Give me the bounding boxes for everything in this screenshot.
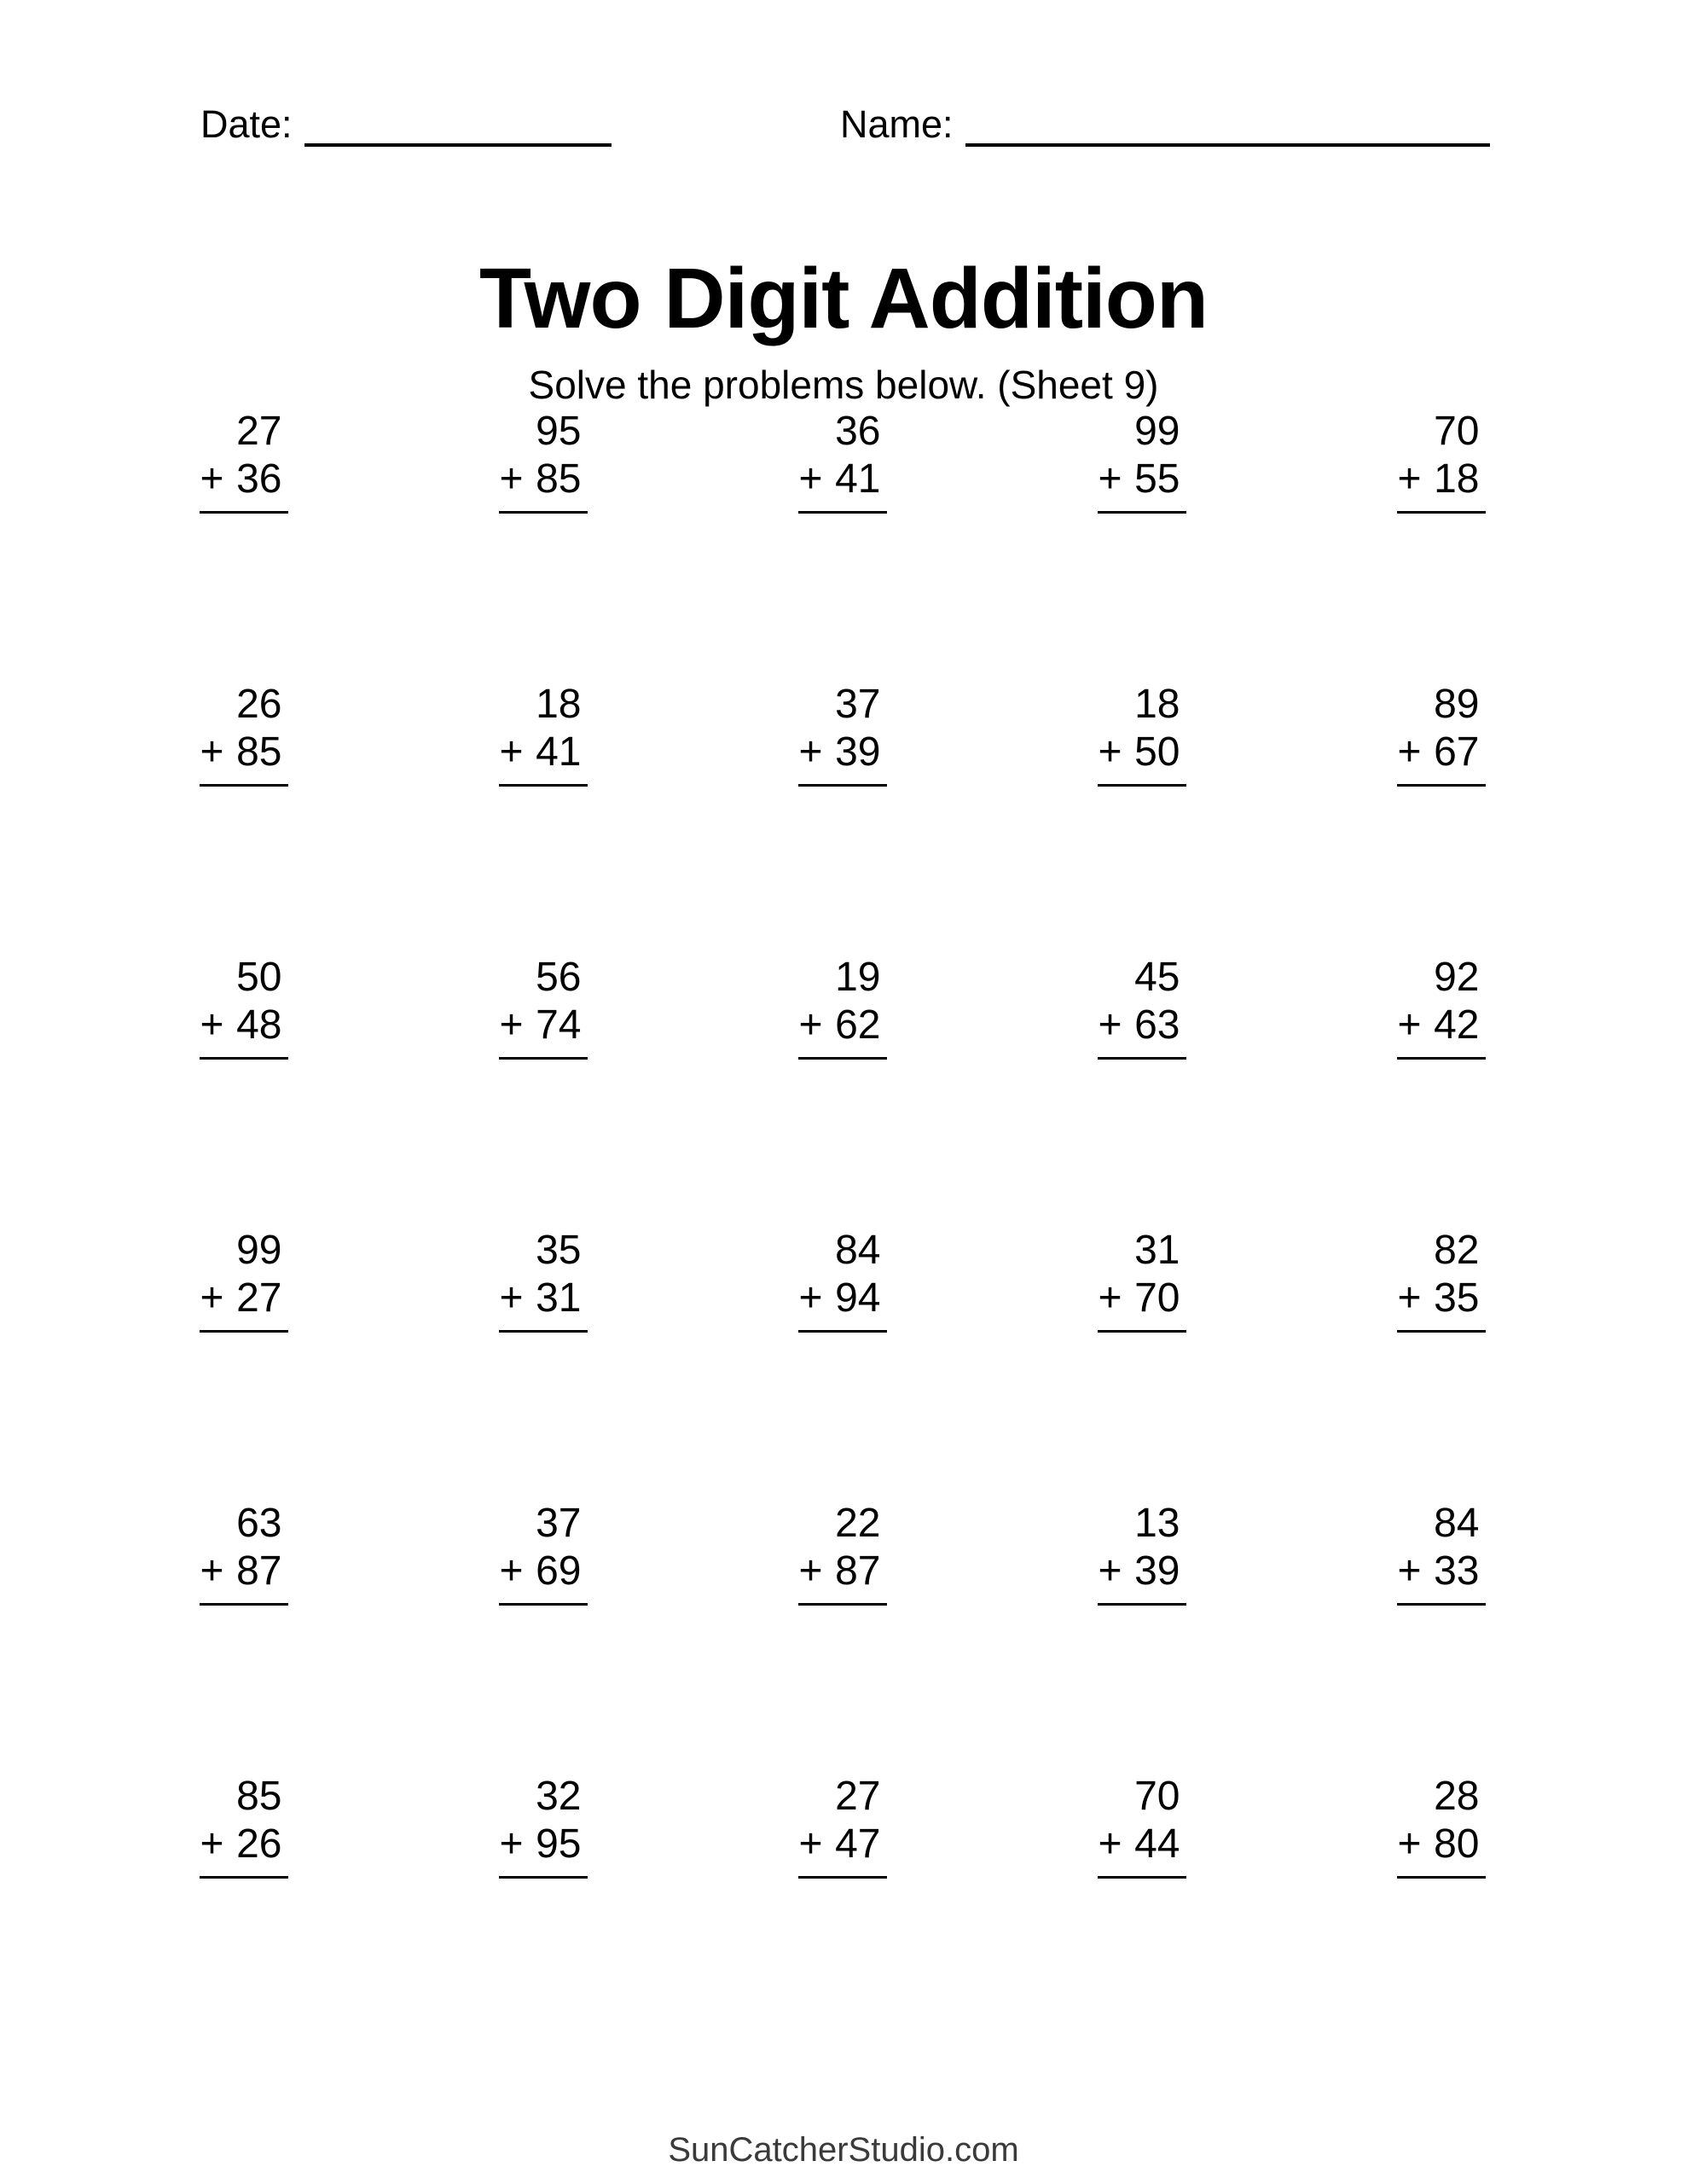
bottom-addend: 70 [1134, 1275, 1180, 1321]
problem-bottom-row [799, 1002, 881, 1049]
bottom-addend: 69 [536, 1548, 582, 1594]
plus-operator: + [1098, 1002, 1122, 1048]
plus-operator: + [499, 729, 524, 775]
problem-bottom-row [799, 1548, 881, 1595]
plus-operator: + [499, 1821, 524, 1867]
bottom-addend: 42 [1434, 1002, 1480, 1048]
page-title: Two Digit Addition [479, 251, 1208, 346]
name-blank-line [965, 104, 1490, 147]
top-addend: 99 [1134, 409, 1180, 454]
top-addend: 85 [236, 1774, 282, 1819]
problem-bottom-row [799, 1821, 881, 1868]
plus-operator: + [1098, 1548, 1122, 1594]
top-addend: 31 [1134, 1228, 1180, 1273]
name-field [840, 102, 1490, 147]
bottom-addend: 85 [536, 456, 582, 502]
plus-operator: + [200, 456, 224, 502]
addition-problem [1098, 681, 1186, 787]
plus-operator: + [200, 1002, 224, 1048]
plus-operator: + [1098, 729, 1122, 775]
addition-problem [499, 1227, 588, 1333]
problem-bottom-row [1398, 1548, 1480, 1595]
problem-bottom-row [200, 1275, 282, 1322]
top-addend: 37 [835, 682, 881, 727]
top-addend: 13 [1134, 1501, 1180, 1546]
bottom-addend: 31 [536, 1275, 582, 1321]
top-addend: 26 [236, 682, 282, 727]
top-addend: 82 [1434, 1228, 1480, 1273]
plus-operator: + [499, 1548, 524, 1594]
addition-problem [1098, 1773, 1186, 1879]
addition-problem [200, 408, 288, 514]
plus-operator: + [1098, 456, 1122, 502]
top-addend: 50 [236, 955, 282, 1000]
addition-problem [200, 1227, 288, 1333]
addition-problem [798, 1227, 887, 1333]
addition-problem [200, 1773, 288, 1879]
addition-problem [1397, 1773, 1486, 1879]
addition-problem [1397, 408, 1486, 514]
plus-operator: + [200, 1548, 224, 1594]
date-blank-line [304, 104, 612, 147]
problem-bottom-row [1099, 1002, 1180, 1049]
bottom-addend: 39 [835, 729, 881, 775]
page-subtitle: Solve the problems below. (Sheet 9) [528, 363, 1159, 407]
plus-operator: + [798, 729, 823, 775]
top-addend: 36 [835, 409, 881, 454]
top-addend: 70 [1134, 1774, 1180, 1819]
bottom-addend: 87 [236, 1548, 282, 1594]
problem-bottom-row [200, 1548, 282, 1595]
plus-operator: + [1397, 729, 1422, 775]
plus-operator: + [798, 1002, 823, 1048]
top-addend: 99 [236, 1228, 282, 1273]
problem-bottom-row [200, 729, 282, 776]
problem-bottom-row [1099, 1821, 1180, 1868]
bottom-addend: 80 [1434, 1821, 1480, 1867]
addition-problem [1098, 1227, 1186, 1333]
addition-problem [200, 1500, 288, 1606]
problem-bottom-row [799, 729, 881, 776]
top-addend: 28 [1434, 1774, 1480, 1819]
bottom-addend: 41 [835, 456, 881, 502]
addition-problem [798, 408, 887, 514]
plus-operator: + [1397, 1548, 1422, 1594]
plus-operator: + [200, 1821, 224, 1867]
problem-bottom-row [1099, 1275, 1180, 1322]
top-addend: 89 [1434, 682, 1480, 727]
addition-problem [499, 1500, 588, 1606]
problem-bottom-row [200, 456, 282, 503]
addition-problem [499, 1773, 588, 1879]
addition-problem [798, 681, 887, 787]
top-addend: 27 [835, 1774, 881, 1819]
problem-bottom-row [200, 1821, 282, 1868]
addition-problem [1397, 681, 1486, 787]
problem-bottom-row [500, 456, 582, 503]
plus-operator: + [798, 1548, 823, 1594]
bottom-addend: 36 [236, 456, 282, 502]
addition-problem [1098, 408, 1186, 514]
top-addend: 95 [536, 409, 582, 454]
addition-problem [1397, 954, 1486, 1060]
bottom-addend: 41 [536, 729, 582, 775]
problem-bottom-row [1398, 1275, 1480, 1322]
problem-bottom-row [1099, 456, 1180, 503]
top-addend: 19 [835, 955, 881, 1000]
bottom-addend: 18 [1434, 456, 1480, 502]
problem-bottom-row [500, 729, 582, 776]
plus-operator: + [499, 1275, 524, 1321]
addition-problem [499, 681, 588, 787]
date-field [200, 102, 612, 147]
plus-operator: + [499, 1002, 524, 1048]
addition-problem [1098, 1500, 1186, 1606]
bottom-addend: 95 [536, 1821, 582, 1867]
addition-problem [200, 954, 288, 1060]
top-addend: 70 [1434, 409, 1480, 454]
bottom-addend: 55 [1134, 456, 1180, 502]
addition-problem [798, 1500, 887, 1606]
plus-operator: + [200, 1275, 224, 1321]
addition-problem [200, 681, 288, 787]
problems-grid [94, 408, 1591, 2046]
bottom-addend: 63 [1134, 1002, 1180, 1048]
top-addend: 63 [236, 1501, 282, 1546]
addition-problem [499, 954, 588, 1060]
addition-problem [1397, 1227, 1486, 1333]
problem-bottom-row [500, 1002, 582, 1049]
bottom-addend: 26 [236, 1821, 282, 1867]
top-addend: 32 [536, 1774, 582, 1819]
problem-bottom-row [1398, 1002, 1480, 1049]
top-addend: 84 [1434, 1501, 1480, 1546]
problem-bottom-row [1398, 456, 1480, 503]
top-addend: 22 [835, 1501, 881, 1546]
top-addend: 35 [536, 1228, 582, 1273]
top-addend: 92 [1434, 955, 1480, 1000]
addition-problem [1397, 1500, 1486, 1606]
problem-bottom-row [1398, 1821, 1480, 1868]
plus-operator: + [499, 456, 524, 502]
problem-bottom-row [1099, 1548, 1180, 1595]
top-addend: 27 [236, 409, 282, 454]
bottom-addend: 35 [1434, 1275, 1480, 1321]
name-label: Name: [840, 102, 954, 146]
bottom-addend: 94 [835, 1275, 881, 1321]
addition-problem [798, 954, 887, 1060]
plus-operator: + [798, 456, 823, 502]
plus-operator: + [1397, 1275, 1422, 1321]
problem-bottom-row [500, 1275, 582, 1322]
plus-operator: + [1397, 456, 1422, 502]
plus-operator: + [1098, 1275, 1122, 1321]
date-label: Date: [200, 102, 293, 146]
problem-bottom-row [1099, 729, 1180, 776]
footer-site-credit: SunCatcherStudio.com [668, 2131, 1019, 2169]
plus-operator: + [798, 1821, 823, 1867]
bottom-addend: 67 [1434, 729, 1480, 775]
bottom-addend: 48 [236, 1002, 282, 1048]
bottom-addend: 74 [536, 1002, 582, 1048]
problem-bottom-row [500, 1821, 582, 1868]
plus-operator: + [1098, 1821, 1122, 1867]
problem-bottom-row [1398, 729, 1480, 776]
top-addend: 37 [536, 1501, 582, 1546]
bottom-addend: 44 [1134, 1821, 1180, 1867]
top-addend: 18 [1134, 682, 1180, 727]
plus-operator: + [798, 1275, 823, 1321]
problem-bottom-row [200, 1002, 282, 1049]
plus-operator: + [200, 729, 224, 775]
plus-operator: + [1397, 1821, 1422, 1867]
addition-problem [798, 1773, 887, 1879]
top-addend: 18 [536, 682, 582, 727]
bottom-addend: 27 [236, 1275, 282, 1321]
top-addend: 45 [1134, 955, 1180, 1000]
top-addend: 84 [835, 1228, 881, 1273]
bottom-addend: 47 [835, 1821, 881, 1867]
bottom-addend: 50 [1134, 729, 1180, 775]
bottom-addend: 85 [236, 729, 282, 775]
problem-bottom-row [799, 456, 881, 503]
bottom-addend: 62 [835, 1002, 881, 1048]
plus-operator: + [1397, 1002, 1422, 1048]
addition-problem [499, 408, 588, 514]
bottom-addend: 39 [1134, 1548, 1180, 1594]
problem-bottom-row [799, 1275, 881, 1322]
problem-bottom-row [500, 1548, 582, 1595]
addition-problem [1098, 954, 1186, 1060]
bottom-addend: 33 [1434, 1548, 1480, 1594]
top-addend: 56 [536, 955, 582, 1000]
bottom-addend: 87 [835, 1548, 881, 1594]
